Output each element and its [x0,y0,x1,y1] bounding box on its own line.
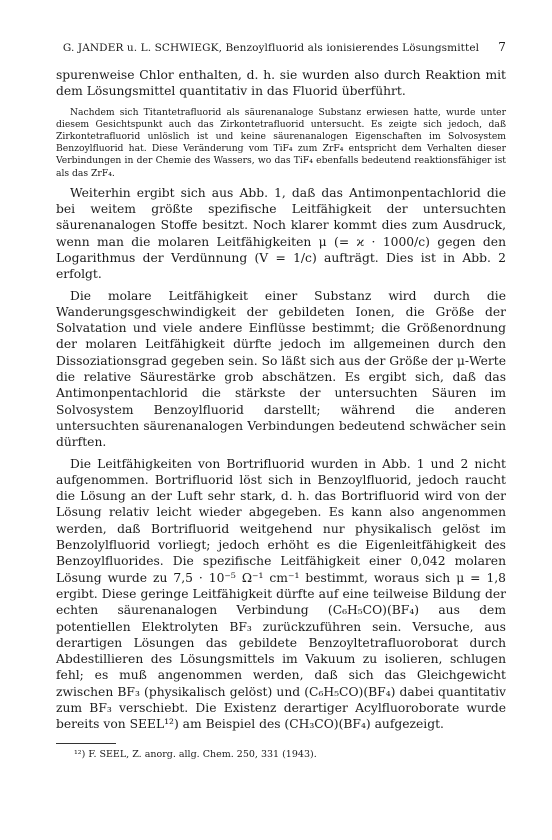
small-print-note: Nachdem sich Titantetrafluorid als säurenanaloge Substanz erwiesen hatte, wurde unter diesem Gesichtspunkt auch das Zirkontetrafluorid untersucht. Es zeigte sich jedoch, daß Zirkontetrafluorid unlöslich ist und keine säurenanalogen Eigenschaften im Solvosystem Benzoylfluorid hat. Diese Veränderung vom TiF₄ zum ZrF₄ entspricht dem Verhalten dieser Verbindungen in der Chemie des Wassers, wo das TiF₄ ebenfalls bedeutend reaktionsfähiger ist als das ZrF₄. [56,106,506,179]
paragraph-continuation: spurenweise Chlor enthalten, d. h. sie wurden also durch Reaktion mit dem Lösungsmittel quantitativ in das Fluorid überführt. [56,68,506,99]
paragraph-boron-trifluoride: Die Leitfähigkeiten von Bortrifluorid wurden in Abb. 1 und 2 nicht aufgenommen. Bortrifluorid löst sich in Benzoylfluorid, jedoch raucht die Lösung an der Luft sehr stark, d. h. das Bortrifluorid wird von der Lösung relativ leicht wieder abgegeben. Es kann also angenommen werden, daß Bortrifluorid weitgehend nur physikalisch gelöst im Benzolylfluorid vorliegt; jedoch erhöht es die Eigenleitfähigkeit des Benzoylfluorides. Die spezifische Leitfähigkeit einer 0,042 molaren Lösung wurde zu 7,5 · 10⁻⁵ Ω⁻¹ cm⁻¹ bestimmt, woraus sich μ = 1,8 ergibt. Diese geringe Leitfähigkeit dürfte auf eine teilweise Bildung der echten säurenanalogen Verbindung (C₆H₅CO)(BF₄) aus dem potentiellen Elektrolyten BF₃ zurückzuführen sein. Versuche, aus derartigen Lösungen das gebildete Benzoyltetrafluoroborat durch Abdestillieren des Lösungsmittels im Vakuum zu isolieren, schlugen fehl; es muß angenommen werden, daß sich das Gleichgewicht zwischen BF₃ (physikalisch gelöst) und (C₆H₅CO)(BF₄) dabei quantitativ zum BF₃ verschiebt. Die Existenz derartiger Acylfluoroborate wurde bereits von SEEL¹²) am Beispiel des (CH₃CO)(BF₄) aufgezeigt. [56,456,506,732]
page [56,40,506,761]
header-title: G. JANDER u. L. SCHWIEGK, Benzoylfluorid als ionisierendes Lösungsmittel [62,42,480,54]
footnote: ¹²) F. SEEL, Z. anorg. allg. Chem. 250, 331 (1943). [74,748,317,760]
running-header [56,40,506,55]
footnote-rule [56,743,116,744]
paragraph-molar-conductivity: Die molare Leitfähigkeit einer Substanz wird durch die Wanderungsgeschwindigkeit der gebildeten Ionen, die Größe der Solvatation und viele andere Einflüsse bestimmt; die Größenordnung der molaren Leitfähigkeit dürfte jedoch im allgemeinen durch den Dissoziationsgrad gegeben sein. So läßt sich aus der Größe der μ-Werte die relative Säurestärke grob abschätzen. Es ergibt sich, daß das Antimonpentachlorid die stärkste der untersuchten Säuren im Solvosystem Benzoylfluorid darstellt; während die anderen untersuchten säurenanalogen Verbindungen bedeutend schwächer sein dürften. [56,288,506,450]
paragraph-conductivity: Weiterhin ergibt sich aus Abb. 1, daß das Antimonpentachlorid die bei weitem größte spezifische Leitfähigkeit der untersuchten säurenanalogen Stoffe besitzt. Noch klarer kommt dies zum Ausdruck, wenn man die molaren Leitfähigkeiten μ (= ϰ · 1000/c) gegen den Logarithmus der Verdünnung (V = 1/c) aufträgt. Dies ist in Abb. 2 erfolgt. [56,185,506,282]
page-number: 7 [498,40,506,54]
